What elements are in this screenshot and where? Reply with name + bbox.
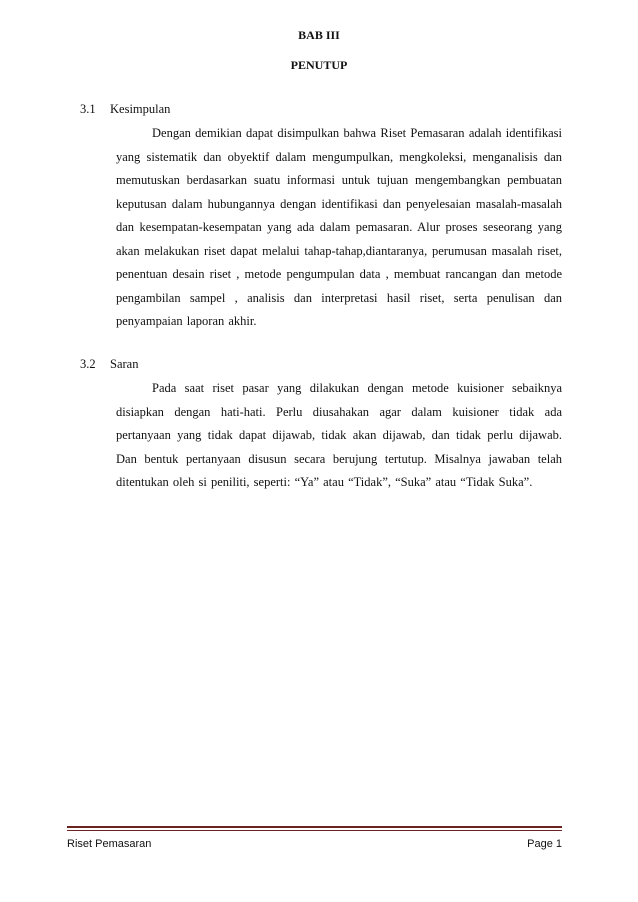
footer-page-number: Page 1	[527, 838, 562, 850]
section-paragraph: Pada saat riset pasar yang dilakukan dengan metode kuisioner sebaiknya disiapkan dengan hati-hati. Perlu diusahakan agar dalam kuisioner tidak ada pertanyaan yang tidak dapat dijawab, tidak akan dijawab, dan tidak perlu dijawab. Dan bentuk pertanyaan disusun secara berujung tertutup. Misalnya jawaban telah ditentukan oleh si peniliti, seperti: “Ya” atau “Tidak”, “Suka” atau “Tidak Suka”.	[116, 381, 562, 489]
footer-rule-thin	[67, 830, 562, 831]
section-saran	[80, 357, 562, 495]
chapter-number: BAB III	[298, 28, 340, 42]
section-kesimpulan	[80, 102, 562, 334]
section-heading	[80, 102, 562, 122]
section-title: Kesimpulan	[110, 102, 171, 116]
footer-rule-thick	[67, 826, 562, 828]
section-title: Saran	[110, 357, 139, 371]
section-paragraph: Dengan demikian dapat disimpulkan bahwa Riset Pemasaran adalah identifikasi yang sistematik dan obyektif dalam mengumpulkan, mengkoleksi, menganalisis dan memutuskan berdasarkan suatu informasi untuk tujuan mengembangkan pembuatan keputusan dalam hubungannya dengan identifikasi dan penyelesaian masalah-masalah dan kesempatan-kesempatan yang ada dalam pemasaran. Alur proses seseorang yang akan melakukan riset dapat melalui tahap-tahap,diantaranya, perumusan masalah riset, penentuan desain riset , metode pengumpulan data , membuat rancangan dan metode pengambilan sampel , analisis dan interpretasi hasil riset, serta penulisan dan penyampaian laporan akhir.	[116, 126, 562, 328]
chapter-title: PENUTUP	[290, 58, 348, 72]
section-number: 3.2	[80, 357, 96, 371]
footer-document-title: Riset Pemasaran	[67, 838, 152, 850]
section-number: 3.1	[80, 102, 96, 116]
section-heading	[80, 357, 562, 377]
